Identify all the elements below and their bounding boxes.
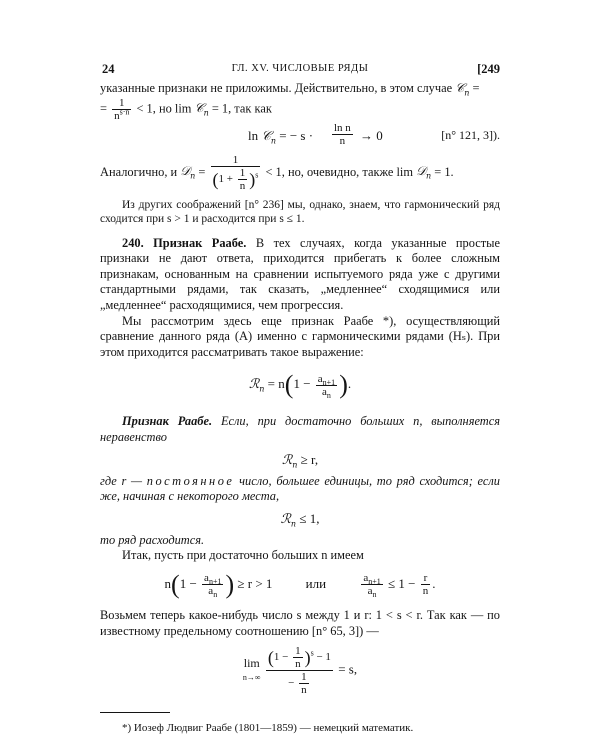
section-240-para-1: 240. Признак Раабе. В тех случаях, когда указанные простые признаки не дают ответа, приходится прибегать к более сложным признакам, основанным на сравнении испытуемого ряда уже с другими стандартными рядами, так сказать, „медленнее“ сходящимися или „медленнее“ расходящимися, чем прогрессия. <box>100 235 500 312</box>
theorem-statement: Признак Раабе. Если, при достаточно больших n, выполняется неравенство <box>100 414 501 444</box>
proof-line-2: Возьмем теперь какое-нибудь число s между 1 и r: 1 < s < r. Так как — по известному предельному соотношению [n° 65, 3]) — <box>100 607 500 638</box>
condition-converge: ℛ$_n$ ≥ r, <box>281 451 319 470</box>
equation-log-c: ln 𝒞$_n$ = − s · $\frac{\text{ln n}}{n}$ → 0 [n° 121, 3]). <box>248 121 500 147</box>
page-number: 24 <box>102 62 115 76</box>
condition-diverge: ℛ$_n$ ≤ 1, <box>280 510 320 529</box>
chapter-title: ГЛ. XV. ЧИСЛОВЫЕ РЯДЫ <box>231 63 369 74</box>
intro-line-2: = $\frac{1}{n^{s\cdot n}}$ < 1, но lim 𝒞$_n$ = 1, так как <box>100 96 272 122</box>
analog-line: Аналогично, и 𝒟$_n$ = 1 (1 + $\frac{1}{n}$ )$^s$ < 1, но, очевидно, также lim 𝒟$_n$ = 1. <box>100 153 454 192</box>
page <box>100 62 500 737</box>
footnote: *) Иозеф Людвиг Раабе (1801—1859) — немецкий математик. <box>122 722 414 735</box>
footnote-rule <box>100 712 170 713</box>
theorem-where: где r — постоянное число, большее единицы, то ряд сходится; если же, начиная с некоторого места, <box>100 473 500 504</box>
limit-equation: lim n→∞ (1 − $\frac{1}{n}$ )$^s$ − 1 − $\frac{1}{n}$ = s, <box>242 645 358 697</box>
section-240-para-2: Мы рассмотрим здесь еще признак Раабе *), осуществляющий сравнение данного ряда (A) именно с гармоническими рядами (Hₛ). При этом приходится рассматривать такое выражение: <box>100 313 500 359</box>
fraction: $\frac{1}{n^{s\cdot n}}$ <box>114 96 130 122</box>
running-header <box>100 62 500 80</box>
intro-line-1: указанные признаки не приложимы. Действительно, в этом случае 𝒞$_n$ = <box>100 80 480 98</box>
proof-line-1: Итак, пусть при достаточно больших n имеем <box>122 548 364 563</box>
proof-inequality: n(1 − $\frac{a_{n+1}}{a_n}$ ) ≥ r > 1 или $\frac{a_{n+1}}{a_n}$ ≤ 1 − $\frac{r}{n}$ . <box>164 569 436 600</box>
other-considerations: Из других соображений [n° 236] мы, однако, знаем, что гармонический ряд сходится при s > 1 и расходится при s ≤ 1. <box>100 198 500 225</box>
section-marker: [249 <box>477 62 500 76</box>
raabe-expression: ℛ$_n$ = n(1 − $\frac{a_{n+1}}{a_n}$ ). <box>248 370 352 401</box>
theorem-diverges: то ряд расходится. <box>100 532 205 547</box>
